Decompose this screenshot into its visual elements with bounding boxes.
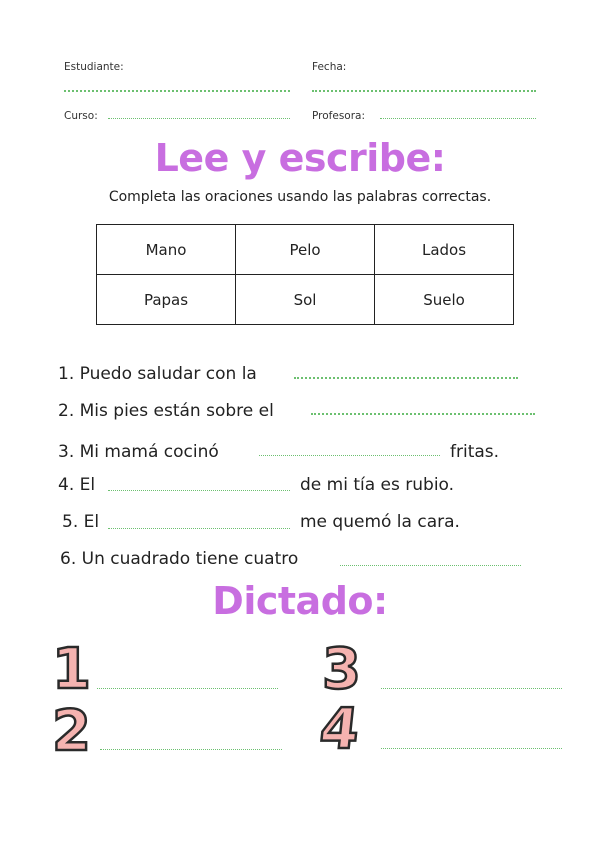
dictation-field-4[interactable] bbox=[381, 748, 562, 749]
table-row bbox=[97, 275, 514, 325]
teacher-label: Profesora: bbox=[312, 110, 365, 122]
student-label: Estudiante: bbox=[64, 61, 124, 73]
sentence-3: 3. Mi mamá cocinó bbox=[58, 442, 219, 462]
number-3-icon: 3 bbox=[322, 637, 361, 702]
word-cell: Mano bbox=[97, 225, 236, 275]
word-cell: Sol bbox=[236, 275, 375, 325]
number-4-icon: 4 bbox=[316, 697, 363, 762]
student-field[interactable] bbox=[64, 90, 290, 92]
date-field[interactable] bbox=[312, 90, 536, 92]
word-bank-table bbox=[96, 224, 514, 325]
word-cell: Papas bbox=[97, 275, 236, 325]
sentence-6: 6. Un cuadrado tiene cuatro bbox=[60, 549, 299, 569]
dictation-field-2[interactable] bbox=[100, 749, 282, 750]
sentence-2: 2. Mis pies están sobre el bbox=[58, 401, 274, 421]
number-2-icon: 2 bbox=[52, 699, 91, 764]
table-row bbox=[97, 225, 514, 275]
word-cell: Lados bbox=[375, 225, 514, 275]
word-cell: Suelo bbox=[375, 275, 514, 325]
sentence-3-end: fritas. bbox=[450, 442, 500, 462]
instructions: Completa las oraciones usando las palabras correctas. bbox=[108, 189, 492, 205]
sentence-5: 5. El bbox=[62, 512, 100, 532]
sentence-1: 1. Puedo saludar con la bbox=[58, 364, 257, 384]
number-1-icon: 1 bbox=[52, 637, 91, 702]
answer-field-3[interactable] bbox=[259, 455, 440, 456]
answer-field-4[interactable] bbox=[108, 490, 290, 491]
sentence-4-end: de mi tía es rubio. bbox=[300, 475, 455, 495]
course-label: Curso: bbox=[64, 110, 98, 122]
answer-field-2[interactable] bbox=[311, 413, 535, 415]
word-cell: Pelo bbox=[236, 225, 375, 275]
answer-field-1[interactable] bbox=[294, 377, 518, 379]
sentence-5-end: me quemó la cara. bbox=[300, 512, 460, 532]
course-field[interactable] bbox=[108, 118, 290, 119]
teacher-field[interactable] bbox=[380, 118, 536, 119]
answer-field-5[interactable] bbox=[108, 528, 290, 529]
dictation-field-1[interactable] bbox=[97, 688, 278, 689]
answer-field-6[interactable] bbox=[340, 565, 521, 566]
dictation-field-3[interactable] bbox=[381, 688, 562, 689]
sentence-4: 4. El bbox=[58, 475, 96, 495]
date-label: Fecha: bbox=[312, 61, 347, 73]
section-title-dictation: Dictado: bbox=[212, 579, 388, 623]
section-title-read-write: Lee y escribe: bbox=[154, 136, 446, 180]
